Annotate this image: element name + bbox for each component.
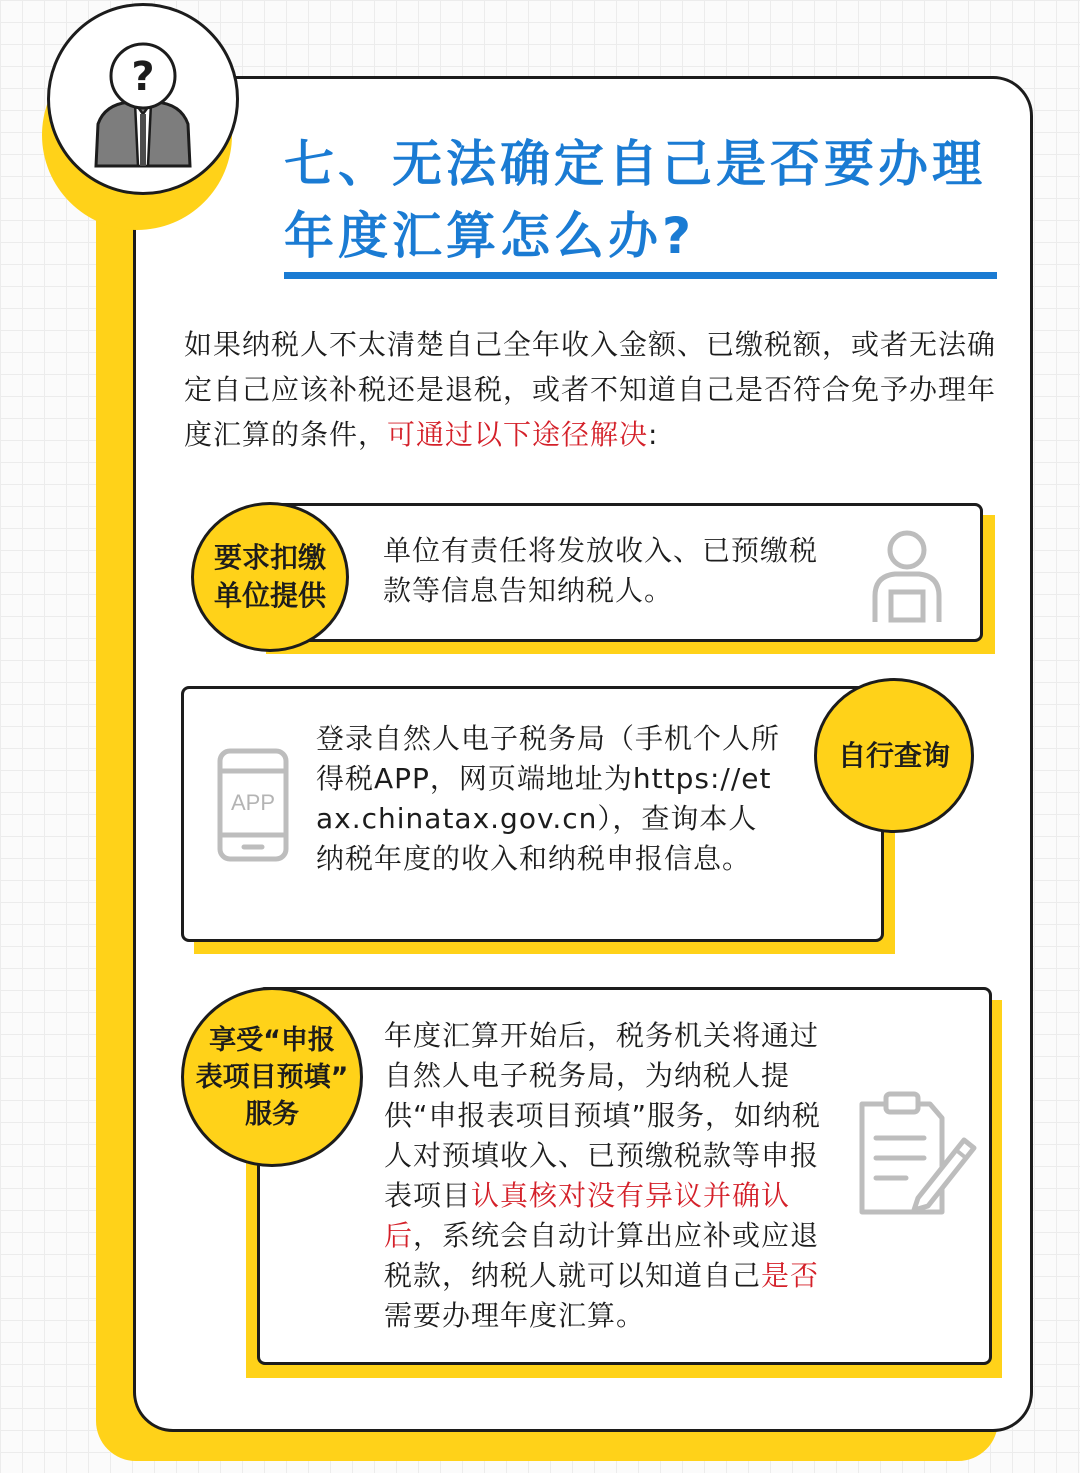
section3-box xyxy=(257,987,992,1365)
section3-highlight-2: 是否 xyxy=(761,1259,820,1292)
intro-paragraph xyxy=(184,322,999,457)
section3-text-2: ，系统会自动计算出应补或应退税款，纳税人就可以知道自己 xyxy=(384,1219,820,1292)
section3-badge-label: 享受“申报 表项目预填” 服务 xyxy=(195,1024,349,1130)
section3-badge xyxy=(181,987,363,1167)
section1-box xyxy=(256,503,983,642)
section3-text-3: 需要办理年度汇算。 xyxy=(384,1299,646,1332)
section2-badge-label: 自行查询 xyxy=(837,738,950,772)
section3-text xyxy=(384,1016,839,1336)
intro-end: : xyxy=(648,418,659,451)
section3-text-1: 年度汇算开始后，税务机关将通过自然人电子税务局，为纳税人提供“申报表项目预填”服务，如纳税人对预填收入、已预缴税款等申报表项目 xyxy=(384,1019,822,1212)
section3-highlight-1: 认真核对没有异议并确认后 xyxy=(384,1179,791,1252)
person-icon xyxy=(867,526,947,626)
section1-text: 单位有责任将发放收入、已预缴税款等信息告知纳税人。 xyxy=(383,534,819,607)
svg-text:?: ? xyxy=(131,54,155,100)
form-pen-icon xyxy=(856,1090,982,1220)
section1-badge xyxy=(191,502,349,652)
section1-badge-label: 要求扣缴 单位提供 xyxy=(213,541,326,612)
section2-box xyxy=(181,686,884,942)
person-question-icon xyxy=(47,3,239,195)
phone-app-icon xyxy=(216,747,290,863)
intro-text: 如果纳税人不太清楚自己全年收入金额、已缴税额，或者无法确定自己应该补税还是退税，或者不知道自己是否符合免予办理年度汇算的条件， xyxy=(184,328,997,451)
page-title: 七、无法确定自己是否要办理年度汇算怎么办? xyxy=(284,135,986,265)
app-label: APP xyxy=(230,790,276,815)
section2-badge xyxy=(814,678,974,833)
intro-highlight: 可通过以下途径解决 xyxy=(387,418,649,451)
title-underline xyxy=(284,272,997,279)
section2-text: 登录自然人电子税务局（手机个人所得税APP，网页端地址为https://etax.chinatax.gov.cn），查询本人纳税年度的收入和纳税申报信息。 xyxy=(316,722,781,875)
